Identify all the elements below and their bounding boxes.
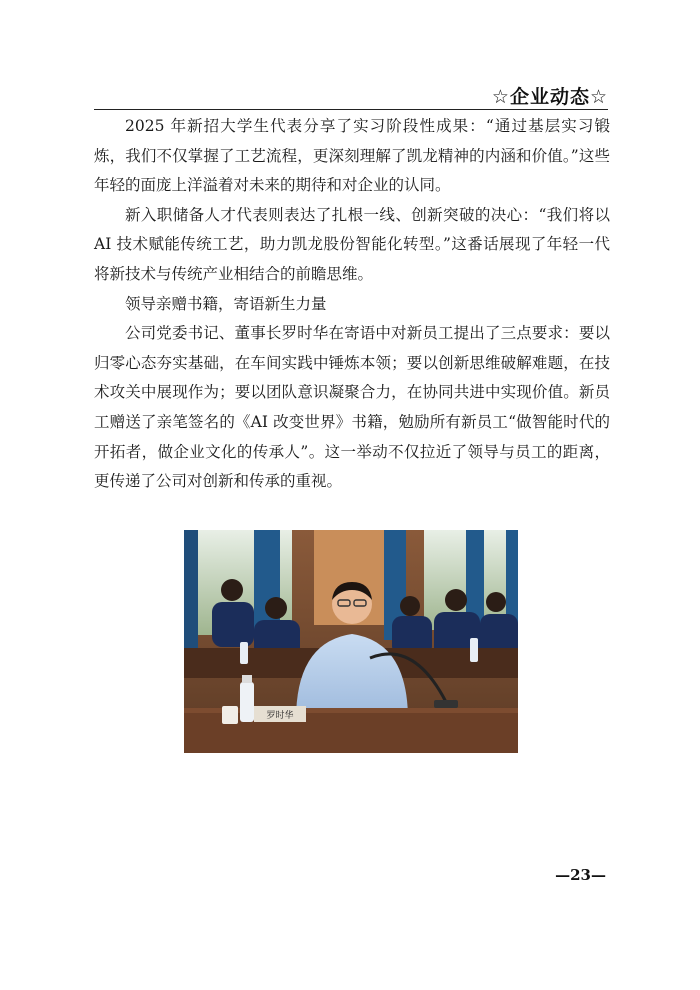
meeting-photo	[184, 530, 518, 753]
meeting-photo-illustration	[184, 530, 518, 753]
subheading: 领导亲赠书籍，寄语新生力量	[125, 294, 327, 313]
paragraph: 2025 年新招大学生代表分享了实习阶段性成果：“通过基层实习锻炼，我们不仅掌握了工艺流程，更深刻理解了凯龙精神的内涵和价值。”这些年轻的面庞上洋溢着对未来的期待和对企业的认同。	[94, 117, 610, 195]
section-title: ☆企业动态☆	[491, 86, 608, 108]
paragraph: 公司党委书记、董事长罗时华在寄语中对新员工提出了三点要求：要以归零心态夯实基础，在车间实践中锤炼本领；要以创新思维破解难题，在技术攻关中展现作为；要以团队意识凝聚合力，在协同共进中实现价值。新员工赠送了亲笔签名的《AI 改变世界》书籍，勉励所有新员工“做智能时代的开拓者，做企业文化的传承人”。这一举动不仅拉近了领导与员工的距离，更传递了公司对创新和传承的重视。	[94, 324, 610, 491]
page-number: —23—	[555, 866, 606, 884]
header-divider	[94, 109, 608, 110]
nameplate-label: 罗时华	[266, 711, 294, 721]
article-body	[94, 112, 610, 497]
paragraph: 新入职储备人才代表则表达了扎根一线、创新突破的决心：“我们将以 AI 技术赋能传统工艺，助力凯龙股份智能化转型。”这番话展现了年轻一代将新技术与传统产业相结合的前瞻思维。	[94, 205, 610, 283]
